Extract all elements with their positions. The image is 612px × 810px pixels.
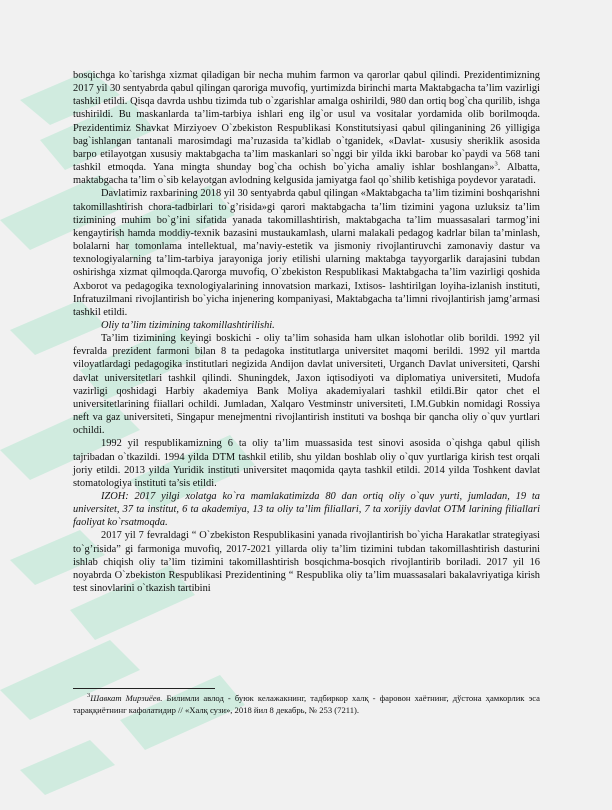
footnote [73,692,540,716]
paragraph-1 [73,69,540,187]
document-body [73,69,540,595]
paragraph-1-tail: . Albatta, maktabgacha ta’lim o`sib kelayotgan avlodning kelgusida jamiyatga faol qo`shilib ketishiga poydevor yaratadi. [73,162,540,187]
paragraph-4: 1992 yil respublikamizning 6 ta oliy ta’lim muassasida test sinovi asosida o`qishga qabul qilish tajribadan o`tkazildi. 1994 yilda DTM tashkil etilib, shu yildan boshlab oliy o`quv yurtlariga kirish test orqali joriy etildi. 2013 yilda Yuridik instituti universitet maqomida qayta tashkil etildi. 2014 yilda Toshkent davlat stomatologiya instituti ta’sis etildi. [73,438,540,489]
footnote-divider [73,688,215,689]
paragraph-5: 2017 yil 7 fevraldagi “ O`zbekiston Respublikasini yanada rivojlantirish bo`yicha Harakatlar strategiyasi to`g’risida” gi farmoniga muvofiq, 2017-2021 yillarda oliy ta’lim tizimini tubdan takomillashtirish dasturini ishlab chiqish oliy ta’lim tizimini takomillashtirish bosqichma-bosqich rivojlantirib boriladi. 2017 yil 16 noyabrda O`zbekiston Respublikasi Prezidentining “ Respublika oliy ta’lim muassasalari bakalavriyatiga kirish test sinovlarini o`tkazish tartibini [73,530,540,595]
footnote-text: Билимли авлод - буюк келажакнинг, тадбиркор халқ - фаровон хаётнинг, дўстона ҳамкорлик эса тараққиётнинг кафолатидир // «Халқ сузи», 2018 йил 8 декабрь, № 253 (7211). [73,693,540,716]
footnote-body [73,692,540,716]
paragraph-2: Davlatimiz raxbarining 2018 yil 30 sentyabrda qabul qilingan «Maktabgacha ta’lim tizimini boshqarishni takomillashtirish chora-tadbirlari to`g’risida»gi qarori maktabgacha ta’lim tizimini yagona uzluksiz ta’lim tizimining muhim bo`g’ini sifatida yanada takomillashtirish, maktabgacha ta’lim muassasalari tarmog’ini kengaytirish hamda moddiy-texnik bazasini mustaukamlash, ularni malakali pedagog kadrlar bilan ta’minlash, bolalarni har tomonlama intellektual, ma’naviy-estetik va jismoniy rivojlantiruvchi zamonaviy dastur va texnologiyalarning ta’lim-tarbiya jarayoniga joriy etilishi ularning maktabga tayyorgarlik darajasini tubdan oshirishga xizmat qilmoqda.Qarorga muvofiq, O`zbekiston Respublikasi Maktabgacha ta’lim vazirligi qoshida Axborot va pedagogika texnologiyalarining innovatsion markazi, Ixtisos- lashtirilgan loyiha-izlanish instituti, Infratuzilmani rivojlantirish bo`yicha injenering kompaniyasi, Maktabgacha ta’limni rivojlantirish jamg’armasi tashkil etildi. [73,188,540,318]
section-heading: Oliy ta’lim tizimining takomillashtirilishi. [101,319,275,331]
footnote-number: 3 [87,692,91,700]
paragraph-1-text: bosqichga ko`tarishga xizmat qiladigan bir necha muhim farmon va qarorlar qabul qilindi. Prezidentimizning 2017 yil 30 sentyabrda qabul qilingan qaroriga muvofiq, yurtimizda birinchi marta Maktabgacha ta’lim vazirligi tashkil etildi. Qisqa davrda ushbu tizimda tub o`zgarishlar amalga oshirildi, 980 dan ortiq bog`cha qurilib, ishga tushirildi. Bu maskanlarda ta’lim-tarbiya ishlari eng ilg`or usul va vositalar yordamida olib borilmoqda. Prezidentimiz Shavkat Mirziyoev O`zbekiston Respublikasi Konstitutsiyasi qabul qilinganining 26 yilligiga bag`ishlangan tantanali marosimdagi ma’ruzasida ta’kidlab o`tganidek, «Davlat- xususiy sheriklik asosida barpo etilayotgan xususiy maktabgacha ta’lim maskanlari so`nggi bir yilda ikki barobar ko`paydi va 568 tani tashkil etmoqda. Yana mingta shunday bog`cha ochish bo`yicha amaliy ishlar boshlangan» [73,70,540,174]
note-paragraph: IZOH: 2017 yilgi xolatga ko`ra mamlakatimizda 80 dan ortiq oliy o`quv yurti, jumladan, 19 ta universitet, 37 ta institut, 6 ta akademiya, 13 ta oliy ta’lim filiallari, 7 ta xorijiy davlat OTM larining filiallari faoliyat ko`rsatmoqda. [73,491,540,529]
footnote-reference[interactable]: 3 [494,160,498,168]
footnote-author: Шавкат Мирзиёев. [90,693,163,703]
paragraph-3: Ta’lim tizimining keyingi boskichi - oliy ta’lim sohasida ham ulkan islohotlar olib borildi. 1992 yil fevralda prezident farmoni bilan 8 ta pedagoka institutlarga universitet maqomi berildi. 1992 yil martda viloyatlardagi pedagogika institutlari negizida Andijon davlat universiteti, Urganch Davlat universiteti, Qarshi davlat universitetlari tashkil qilindi. Shuningdek, Jaxon iqtisodiyoti va diplomatiya universiteti, Mudofa vazirligi qoshidagi Harbiy akademiya Bank Moliya akademiyalari tashkil etildi.Bir qator chet el universitetlarining fiiallari ochildi. Jumladan, Xalqaro Vestminstr universiteti, I.M.Gubkin nomidagi Rossiya neft va gaz universiteti, Singapur menejmentni rivojlantirish instituti va boshqa bir qancha oliy o`quv yurtlari ochildi. [73,333,540,437]
